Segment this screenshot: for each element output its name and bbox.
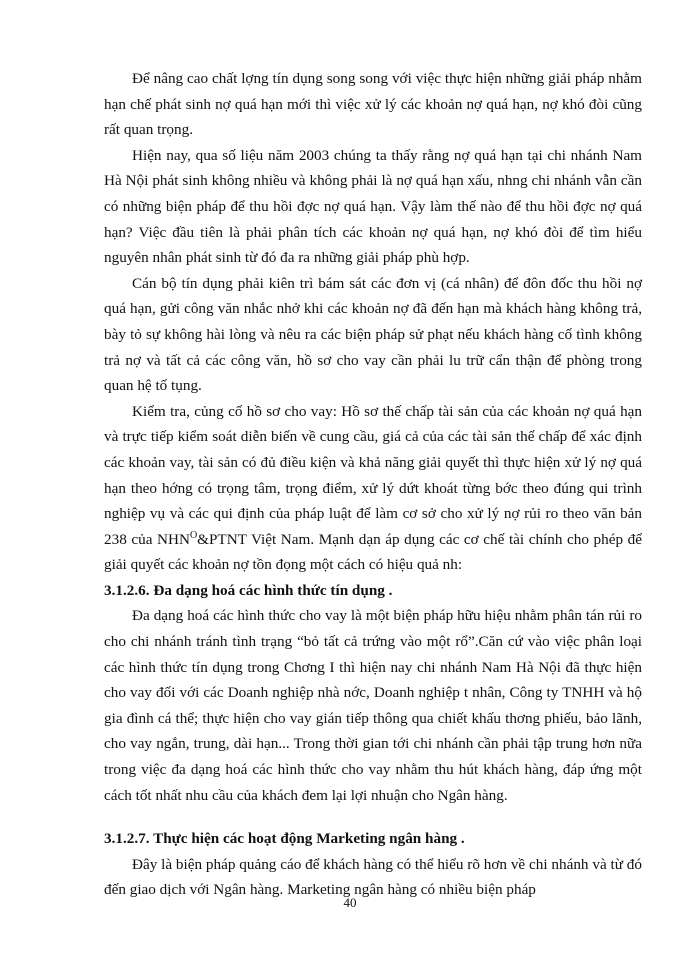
- paragraph-overdue-debt-intro: Để nâng cao chất lợng tín dụng song song với việc thực hiện những giải pháp nhằm hạn chế phát sinh nợ quá hạn mới thì việc xử lý các khoản nợ quá hạn, nợ khó đòi cũng rất quan trọng.: [104, 70, 642, 139]
- section-heading-marketing: 3.1.2.7. Thực hiện các hoạt động Marketing ngân hàng .: [104, 830, 465, 848]
- bank-abbreviation-superscript: O: [189, 529, 198, 541]
- section-gap: [104, 808, 642, 826]
- paragraph-credit-staff: Cán bộ tín dụng phải kiên trì bám sát các đơn vị (cá nhân) để đôn đốc thu hồi nợ quá hạn, gửi công văn nhắc nhở khi các khoản nợ đã đến hạn mà khách hàng không trả, bày tỏ sự không hài lòng và nêu ra các biện pháp sử phạt nếu khách hàng cố tình không trả nợ và tất cả các công văn, hồ sơ cho vay cần phải lu trữ cẩn thận để phòng trong quan hệ tố tụng.: [104, 274, 642, 395]
- paragraph-loan-file-review: [104, 399, 642, 578]
- bank-abbreviation: NHN: [157, 530, 190, 548]
- paragraph-branch-situation: Hiện nay, qua số liệu năm 2003 chúng ta thấy rằng nợ quá hạn tại chi nhánh Nam Hà Nội phát sinh không nhiều và không phải là nợ quá hạn xấu, nhng chi nhánh vẫn cần có những biện pháp để thu hồi đợc nợ quá hạn. Vậy làm thế nào để thu hồi đợc nợ quá hạn? Việc đầu tiên là phải phân tích các khoản nợ quá hạn, nợ khó đòi để tìm hiểu nguyên nhân phát sinh từ đó đa ra những giải pháp phù hợp.: [104, 146, 642, 267]
- section-heading-diversify-credit: 3.1.2.6. Đa dạng hoá các hình thức tín dụng .: [104, 581, 393, 599]
- loan-review-text-end: &PTNT Việt Nam. Mạnh dạn áp dụng các cơ chế tài chính cho phép để giải quyết các khoản nợ tồn đọng một cách có hiệu quả nh:: [104, 530, 642, 574]
- page-number: 40: [343, 895, 357, 910]
- paragraph-diversify-credit: Đa dạng hoá các hình thức cho vay là một biện pháp hữu hiệu nhằm phân tán rủi ro cho chi nhánh tránh tình trạng “bỏ tất cả trứng vào một rổ”.Căn cứ vào việc phân loại các hình thức tín dụng trong Chơng I thì hiện nay chi nhánh Nam Hà Nội đã thực hiện cho vay đối với các Doanh nghiệp nhà nớc, Doanh nghiệp t nhân, Công ty TNHH và hộ gia đình cá thể; thực hiện cho vay gián tiếp thông qua chiết khấu thơng phiếu, bảo lãnh, cho vay ngắn, trung, dài hạn... Trong thời gian tới chi nhánh cần phải tập trung hơn nữa trong việc đa dạng hoá các hình thức cho vay nhằm thu hút khách hàng, đáp ứng một cách tốt nhất nhu cầu của khách đem lại lợi nhuận cho Ngân hàng.: [104, 607, 642, 804]
- document-page: [104, 66, 642, 903]
- loan-review-text: Kiểm tra, củng cố hồ sơ cho vay: Hồ sơ thế chấp tài sản của các khoản nợ quá hạn và trực tiếp kiểm soát diễn biến về cung cầu, giá cả của các tài sản thế chấp để xác định các khoản vay, tài sản có đủ điều kiện và khả năng giải quyết thì thực hiện xử lý nợ quá hạn theo hớng có trọng tâm, trọng điểm, xử lý dứt khoát từng bớc theo đúng qui trình nghiệp vụ và các qui định của pháp luật để làm cơ sở cho xử lý nợ rủi ro theo văn bản 238 của: [104, 402, 642, 548]
- paragraph-marketing: Đây là biện pháp quảng cáo để khách hàng có thể hiểu rõ hơn về chi nhánh và từ đó đến giao dịch với Ngân hàng. Marketing ngân hàng có nhiều biện pháp: [104, 855, 642, 899]
